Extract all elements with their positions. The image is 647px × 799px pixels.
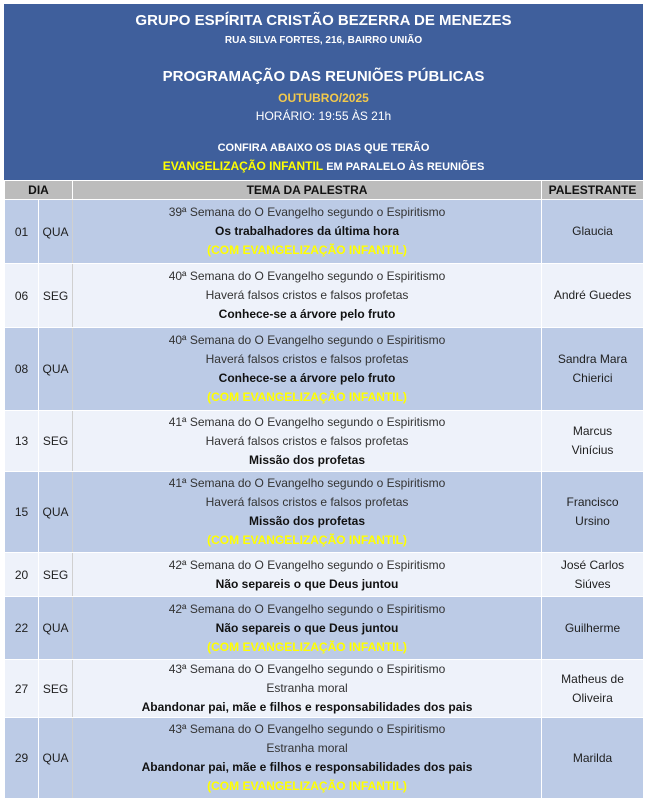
row-subtitle: Estranha moral bbox=[266, 741, 348, 755]
row-evangelizacao: (COM EVANGELIZAÇÃO INFANTIL) bbox=[207, 779, 407, 793]
row-title: Abandonar pai, mãe e filhos e responsabilidades dos pais bbox=[141, 760, 473, 774]
row-week: 43ª Semana do O Evangelho segundo o Espiritismo bbox=[168, 722, 446, 736]
row-week: 40ª Semana do O Evangelho segundo o Espiritismo bbox=[168, 333, 446, 347]
row-speaker: Guilherme bbox=[542, 597, 644, 660]
row-week: 39ª Semana do O Evangelho segundo o Espiritismo bbox=[168, 205, 446, 219]
table-header-row bbox=[5, 181, 644, 200]
row-tema bbox=[73, 264, 542, 328]
row-speaker: José Carlos Siúves bbox=[542, 553, 644, 597]
table-row bbox=[5, 553, 644, 597]
row-day: 27 bbox=[5, 660, 39, 718]
row-tema bbox=[73, 200, 542, 264]
program-time: HORÁRIO: 19:55 ÀS 21h bbox=[255, 109, 392, 123]
row-tema bbox=[73, 660, 542, 718]
row-weekday: SEG bbox=[39, 553, 73, 597]
row-week: 41ª Semana do O Evangelho segundo o Espiritismo bbox=[168, 414, 446, 429]
evangelizacao-note-rest: EM PARALELO ÀS REUNIÕES bbox=[323, 161, 485, 173]
evangelizacao-note bbox=[4, 159, 643, 173]
row-speaker: André Guedes bbox=[542, 264, 644, 328]
row-tema bbox=[73, 472, 542, 553]
program-month: OUTUBRO/2025 bbox=[278, 91, 369, 105]
row-day: 15 bbox=[5, 472, 39, 553]
row-evangelizacao: (COM EVANGELIZAÇÃO INFANTIL) bbox=[207, 390, 407, 404]
row-evangelizacao: (COM EVANGELIZAÇÃO INFANTIL) bbox=[207, 243, 407, 257]
row-day: 08 bbox=[5, 328, 39, 411]
row-weekday: QUA bbox=[39, 718, 73, 799]
row-title: Conhece-se a árvore pelo fruto bbox=[218, 371, 396, 385]
row-title: Não separeis o que Deus juntou bbox=[215, 620, 399, 635]
row-subtitle: Haverá falsos cristos e falsos profetas bbox=[205, 495, 409, 509]
row-speaker: Matheus de Oliveira bbox=[542, 660, 644, 718]
row-day: 22 bbox=[5, 597, 39, 660]
table-row bbox=[5, 718, 644, 799]
row-weekday: QUA bbox=[39, 597, 73, 660]
row-week: 43ª Semana do O Evangelho segundo o Espiritismo bbox=[168, 662, 446, 676]
row-title: Abandonar pai, mãe e filhos e responsabilidades dos pais bbox=[141, 700, 473, 714]
schedule-sheet bbox=[4, 4, 643, 795]
row-week: 41ª Semana do O Evangelho segundo o Espiritismo bbox=[168, 476, 446, 490]
row-day: 13 bbox=[5, 411, 39, 472]
row-weekday: SEG bbox=[39, 411, 73, 472]
row-title: Conhece-se a árvore pelo fruto bbox=[218, 307, 396, 321]
row-subtitle: Estranha moral bbox=[266, 681, 348, 695]
row-title: Não separeis o que Deus juntou bbox=[215, 576, 399, 591]
row-subtitle: Haverá falsos cristos e falsos profetas bbox=[205, 433, 409, 448]
row-title: Os trabalhadores da última hora bbox=[214, 224, 400, 238]
row-day: 29 bbox=[5, 718, 39, 799]
row-speaker: Sandra Mara Chierici bbox=[542, 328, 644, 411]
row-speaker: Francisco Ursino bbox=[542, 472, 644, 553]
table-row bbox=[5, 328, 644, 411]
row-weekday: QUA bbox=[39, 328, 73, 411]
row-subtitle: Haverá falsos cristos e falsos profetas bbox=[205, 352, 409, 366]
row-tema bbox=[73, 597, 542, 660]
table-row bbox=[5, 660, 644, 718]
row-evangelizacao: (COM EVANGELIZAÇÃO INFANTIL) bbox=[207, 533, 407, 547]
row-title: Missão dos profetas bbox=[249, 452, 366, 467]
row-speaker: Marcus Vinícius bbox=[542, 411, 644, 472]
organization-address: RUA SILVA FORTES, 216, BAIRRO UNIÃO bbox=[224, 35, 423, 46]
header-banner bbox=[4, 4, 643, 180]
organization-name: GRUPO ESPÍRITA CRISTÃO BEZERRA DE MENEZES bbox=[135, 12, 512, 29]
table-row bbox=[5, 597, 644, 660]
row-speaker: Glaucia bbox=[542, 200, 644, 264]
row-week: 42ª Semana do O Evangelho segundo o Espiritismo bbox=[168, 601, 446, 616]
row-subtitle: Haverá falsos cristos e falsos profetas bbox=[205, 288, 409, 302]
col-header-palestrante: PALESTRANTE bbox=[542, 181, 644, 200]
confira-note: CONFIRA ABAIXO OS DIAS QUE TERÃO bbox=[217, 142, 430, 154]
row-weekday: SEG bbox=[39, 660, 73, 718]
row-week: 40ª Semana do O Evangelho segundo o Espiritismo bbox=[168, 269, 446, 283]
row-day: 20 bbox=[5, 553, 39, 597]
row-speaker: Marilda bbox=[542, 718, 644, 799]
col-header-tema: TEMA DA PALESTRA bbox=[73, 181, 542, 200]
program-title: PROGRAMAÇÃO DAS REUNIÕES PÚBLICAS bbox=[162, 68, 485, 85]
row-week: 42ª Semana do O Evangelho segundo o Espiritismo bbox=[168, 557, 446, 572]
row-tema bbox=[73, 411, 542, 472]
table-row bbox=[5, 200, 644, 264]
table-row bbox=[5, 472, 644, 553]
table-row bbox=[5, 411, 644, 472]
row-weekday: QUA bbox=[39, 472, 73, 553]
evangelizacao-highlight: EVANGELIZAÇÃO INFANTIL bbox=[162, 159, 324, 173]
row-tema bbox=[73, 328, 542, 411]
schedule-table bbox=[4, 180, 644, 799]
row-tema bbox=[73, 553, 542, 597]
row-title: Missão dos profetas bbox=[249, 514, 366, 528]
table-row bbox=[5, 264, 644, 328]
row-evangelizacao: (COM EVANGELIZAÇÃO INFANTIL) bbox=[207, 639, 407, 654]
row-day: 01 bbox=[5, 200, 39, 264]
row-weekday: SEG bbox=[39, 264, 73, 328]
row-weekday: QUA bbox=[39, 200, 73, 264]
row-day: 06 bbox=[5, 264, 39, 328]
col-header-dia: DIA bbox=[5, 181, 73, 200]
row-tema bbox=[73, 718, 542, 799]
